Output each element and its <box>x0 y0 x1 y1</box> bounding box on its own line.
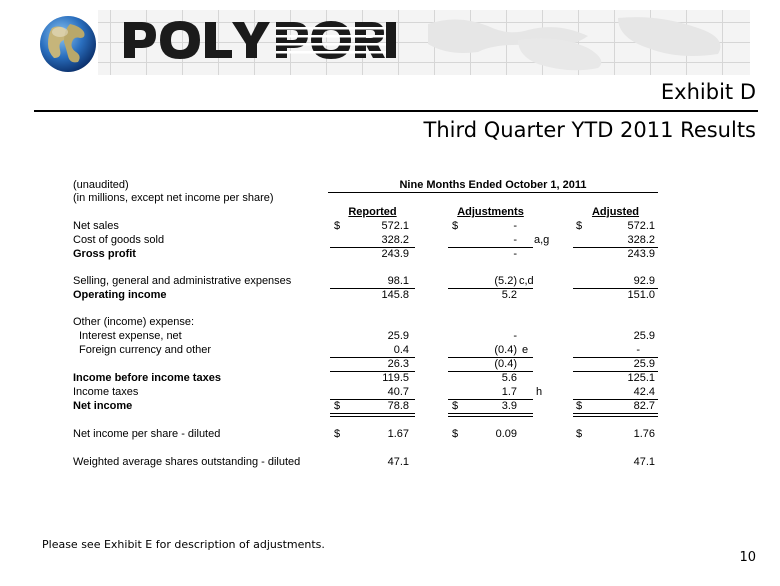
row-label: Net income per share - diluted <box>73 428 221 440</box>
adjusted-value: 92.9 <box>633 275 655 287</box>
units-label: (in millions, except net income per share) <box>73 192 274 204</box>
adjustment-value: - <box>513 234 517 246</box>
adjusted-value: 572.1 <box>627 220 655 232</box>
period-header: Nine Months Ended October 1, 2011 <box>399 179 587 191</box>
exhibit-title: Exhibit D <box>660 80 756 104</box>
adjustment-value: - <box>513 330 517 342</box>
dollar-sign: $ <box>576 428 583 440</box>
dollar-sign: $ <box>452 400 459 412</box>
row-label: Operating income <box>73 289 167 301</box>
col-adjusted: Adjusted <box>591 206 640 218</box>
row-label: Weighted average shares outstanding - diluted <box>73 456 301 468</box>
dollar-sign: $ <box>576 220 583 232</box>
adjustment-value: (0.4) <box>494 358 517 370</box>
unaudited-label: (unaudited) <box>73 179 129 191</box>
adjusted-value: 243.9 <box>627 248 655 260</box>
adjustment-value: 5.2 <box>501 289 517 301</box>
row-label: Other (income) expense: <box>73 316 195 328</box>
reported-value: 119.5 <box>382 372 409 384</box>
adjustment-value: 5.6 <box>501 372 517 384</box>
dollar-sign: $ <box>334 428 341 440</box>
adjustment-value: 1.7 <box>501 386 517 398</box>
row-label: Interest expense, net <box>79 330 182 342</box>
col-reported: Reported <box>348 206 397 218</box>
reported-value: 78.8 <box>387 400 409 412</box>
adjusted-value: 328.2 <box>627 234 655 246</box>
page-number: 10 <box>739 550 756 565</box>
adjustment-value: (5.2) <box>494 275 517 287</box>
adjusted-value: 125.1 <box>627 372 655 384</box>
row-label: Selling, general and administrative expenses <box>73 275 292 287</box>
reported-value: 0.4 <box>393 344 409 356</box>
dollar-sign: $ <box>576 400 583 412</box>
adjustment-value: 3.9 <box>501 400 517 412</box>
row-label: Income taxes <box>73 386 139 398</box>
row-label: Foreign currency and other <box>79 344 212 356</box>
adjustment-value: (0.4) <box>494 344 517 356</box>
adjustment-value: - <box>513 220 517 232</box>
adjusted-value: 25.9 <box>633 358 655 370</box>
dollar-sign: $ <box>452 220 459 232</box>
reported-value: 1.67 <box>387 428 409 440</box>
adjustment-note: a,g <box>534 234 550 246</box>
reported-value: 40.7 <box>387 386 409 398</box>
reported-value: 145.8 <box>381 289 409 301</box>
reported-value: 25.9 <box>387 330 409 342</box>
adjustment-value: 0.09 <box>495 428 517 440</box>
row-label: Income before income taxes <box>73 372 221 384</box>
reported-value: 328.2 <box>381 234 409 246</box>
row-label: Gross profit <box>73 248 136 260</box>
footnote: Please see Exhibit E for description of adjustments. <box>42 538 325 551</box>
dollar-sign: $ <box>334 400 341 412</box>
adjustment-note: c,d <box>519 275 534 287</box>
row-label: Cost of goods sold <box>73 234 165 246</box>
adjusted-value: 25.9 <box>633 330 655 342</box>
row-label: Net sales <box>73 220 119 232</box>
adjustment-note: e <box>522 344 529 356</box>
col-adjustments: Adjustments <box>457 206 524 218</box>
adjusted-value: - <box>636 344 640 356</box>
adjusted-value: 82.7 <box>633 400 655 412</box>
reported-value: 26.3 <box>387 358 409 370</box>
adjusted-value: 42.4 <box>633 386 655 398</box>
reported-value: 98.1 <box>387 275 409 287</box>
page-subtitle: Third Quarter YTD 2011 Results <box>423 118 756 142</box>
reported-value: 47.1 <box>387 456 409 468</box>
reported-value: 572.1 <box>381 220 409 232</box>
dollar-sign: $ <box>452 428 459 440</box>
dollar-sign: $ <box>334 220 341 232</box>
row-label: Net income <box>73 400 133 412</box>
adjusted-value: 47.1 <box>633 456 655 468</box>
adjustment-value: - <box>513 248 517 260</box>
adjustment-note: h <box>536 386 543 398</box>
adjusted-value: 151.0 <box>627 289 655 301</box>
adjusted-value: 1.76 <box>633 428 655 440</box>
reported-value: 243.9 <box>381 248 409 260</box>
